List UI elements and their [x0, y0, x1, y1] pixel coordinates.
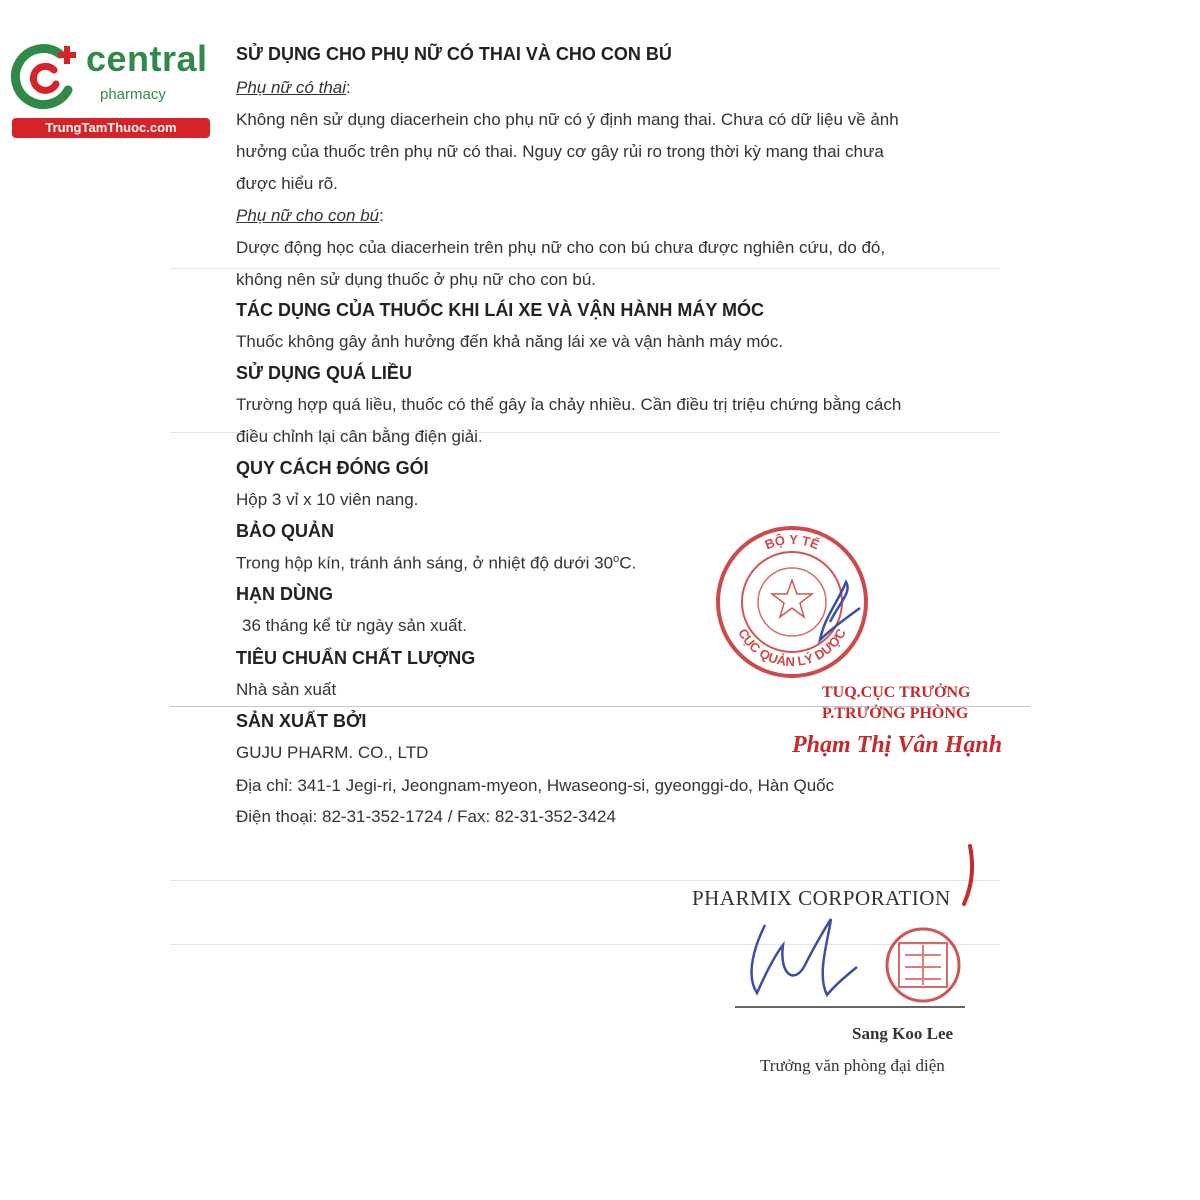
- packing-text: Hộp 3 vỉ x 10 viên nang.: [236, 490, 419, 509]
- pregnant-text-line: Không nên sử dụng diacerhein cho phụ nữ có ý định mang thai. Chưa có dữ liệu về ảnh: [236, 110, 899, 129]
- heading-manufacturer: SẢN XUẤT BỞI: [236, 711, 367, 731]
- logo-sub-text: pharmacy: [100, 86, 166, 103]
- central-logo-icon: [10, 40, 82, 112]
- storage-text: Trong hộp kín, tránh ánh sáng, ở nhiệt độ dưới 30: [236, 553, 614, 573]
- heading-quality: TIÊU CHUẨN CHẤT LƯỢNG: [236, 648, 476, 668]
- manufacturer-phone: Điện thoại: 82-31-352-1724 / Fax: 82-31-352-3424: [236, 807, 616, 826]
- heading-overdose: SỬ DỤNG QUÁ LIỀU: [236, 363, 412, 383]
- heading-driving: TÁC DỤNG CỦA THUỐC KHI LÁI XE VÀ VẬN HÀNH MÁY MÓC: [236, 300, 765, 320]
- label-nursing: Phụ nữ cho con bú: [236, 206, 380, 225]
- overdose-text-line: điều chỉnh lại cân bằng điện giải.: [236, 427, 483, 446]
- logo-site-bar: TrungTamThuoc.com: [12, 118, 210, 138]
- heading-storage: BẢO QUẢN: [236, 521, 334, 541]
- logo-brand-text: central: [86, 38, 208, 79]
- label-pregnant-row: Phụ nữ có thai:: [236, 78, 351, 97]
- company-signer: Sang Koo Lee: [852, 1024, 954, 1043]
- pregnant-text-line: hưởng của thuốc trên phụ nữ có thai. Nguy cơ gây rủi ro trong thời kỳ mang thai chưa: [236, 142, 884, 161]
- label-pregnant: Phụ nữ có thai: [236, 78, 347, 97]
- official-stamp-icon: [712, 522, 872, 682]
- stamp-top-text: BỘ Y TẾ: [762, 531, 822, 553]
- overdose-text-line: Trường hợp quá liều, thuốc có thể gây ỉa chảy nhiều. Cần điều trị triệu chứng bằng cách: [236, 395, 902, 414]
- label-nursing-row: Phụ nữ cho con bú:: [236, 206, 384, 225]
- scan-line: [170, 268, 1000, 269]
- driving-text: Thuốc không gây ảnh hưởng đến khả năng lái xe và vận hành máy móc.: [236, 332, 784, 351]
- heading-packing: QUY CÁCH ĐÓNG GÓI: [236, 458, 429, 478]
- heading-expiry: HẠN DÙNG: [236, 584, 333, 604]
- red-mark-icon: [952, 842, 982, 912]
- approval-line-1: TUQ.CỤC TRƯỞNG: [822, 684, 971, 701]
- scan-line: [170, 880, 1000, 881]
- storage-text-row: [236, 553, 636, 574]
- company-signer-title: Trưởng văn phòng đại diện: [760, 1056, 945, 1075]
- stamp-bottom-text: CỤC QUẢN LÝ DƯỢC: [735, 625, 849, 670]
- quality-text: Nhà sản xuất: [236, 680, 337, 699]
- storage-degree: o: [613, 553, 620, 565]
- nursing-text-line: Dược động học của diacerhein trên phụ nữ cho con bú chưa được nghiên cứu, do đó,: [236, 238, 886, 257]
- storage-unit: C.: [619, 553, 637, 573]
- company-signature-icon: [735, 915, 995, 1025]
- manufacturer-address: Địa chỉ: 341-1 Jegi-ri, Jeongnam-myeon, Hwaseong-si, gyeonggi-do, Hàn Quốc: [236, 776, 835, 795]
- manufacturer-name: GUJU PHARM. CO., LTD: [236, 743, 429, 762]
- svg-text:BỘ Y TẾ: [763, 532, 822, 552]
- approval-line-2: P.TRƯỞNG PHÒNG: [822, 705, 969, 722]
- heading-pregnancy: SỬ DỤNG CHO PHỤ NỮ CÓ THAI VÀ CHO CON BÚ: [236, 44, 672, 64]
- approval-signer: Phạm Thị Vân Hạnh: [792, 732, 1003, 758]
- pregnant-text-line: được hiểu rõ.: [236, 174, 338, 193]
- brand-logo: [10, 36, 215, 140]
- expiry-text: 36 tháng kể từ ngày sản xuất.: [242, 616, 467, 635]
- nursing-text-line: không nên sử dụng thuốc ở phụ nữ cho con bú.: [236, 270, 596, 289]
- company-name: PHARMIX CORPORATION: [692, 886, 951, 910]
